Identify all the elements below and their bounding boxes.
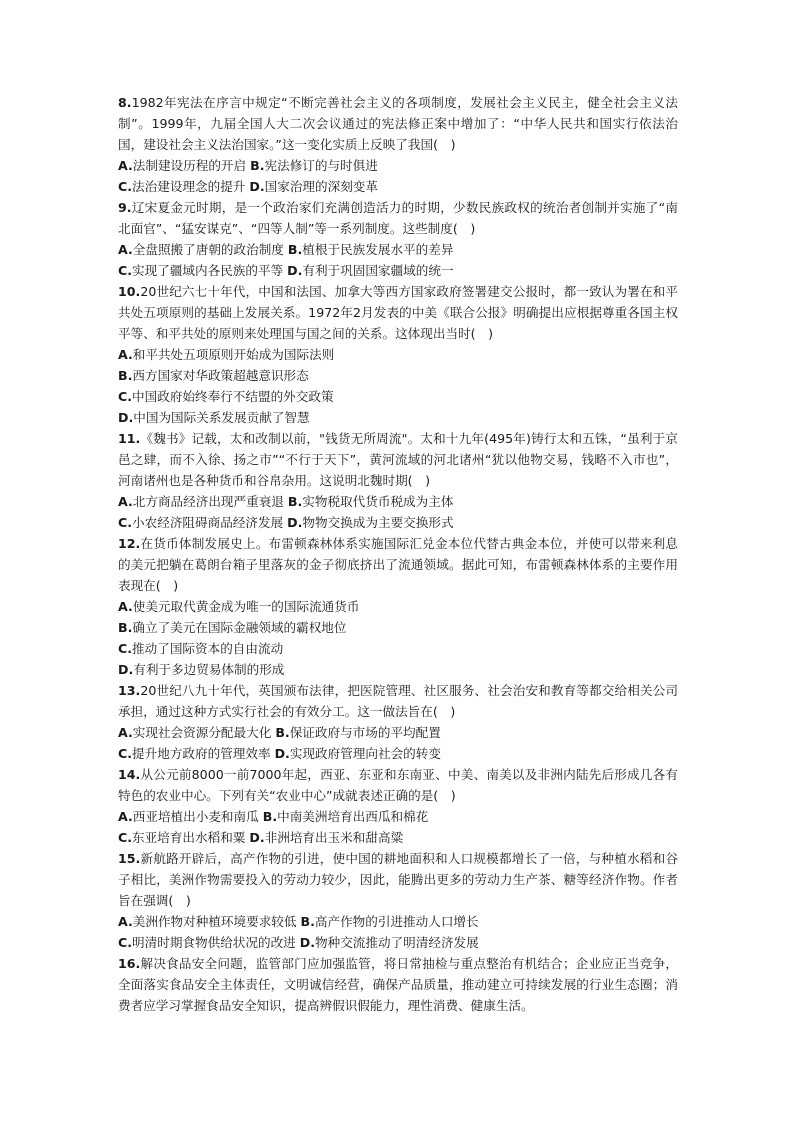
option-row (118, 932, 678, 953)
option-text: 和平共处五项原则开始成为国际法则 (132, 347, 335, 362)
option-text: 美洲作物对种植环境要求较低 (132, 914, 301, 929)
option-key: C. (118, 641, 133, 656)
question-text: 《魏书》记载，太和改制以前，"钱货无所周流"。太和十九年(495年)铸行太和五铢，“虽利于京邑之肆，而不入徐、扬之市”“不行于天下”，黄河流域的河北诸州“犹以他物交易，钱略不入市也”，河南诸州也是各种货币和谷帛杂用。这说明北魏时期( ) (118, 431, 678, 488)
question-stem (118, 764, 678, 806)
question-9 (118, 197, 678, 281)
option-text: 推动了国际资本的自由流动 (132, 641, 284, 656)
question-number: 16. (118, 956, 141, 971)
option-row (118, 260, 678, 281)
question-text: 1982年宪法在序言中规定“不断完善社会主义的各项制度，发展社会主义民主，健全社会主义法制”。1999年，九届全国人大二次会议通过的宪法修正案中增加了：“中华人民共和国实行依法治国，建设社会主义法治国家。”这一变化实质上反映了我国( ) (118, 95, 678, 152)
option-text: 法治建设理念的提升 (132, 179, 250, 194)
question-stem (118, 197, 678, 239)
option-text: 植根于民族发展水平的差异 (302, 242, 454, 257)
option-text: 使美元取代黄金成为唯一的国际流通货币 (132, 599, 360, 614)
option-text: 实现社会资源分配最大化 (132, 725, 276, 740)
option-key: B. (287, 494, 303, 509)
question-14 (118, 764, 678, 848)
option-text: 实物税取代货币税成为主体 (302, 494, 454, 509)
option-row (118, 512, 678, 533)
option-key: A. (118, 599, 133, 614)
option-key: D. (274, 746, 290, 761)
option-key: C. (118, 179, 133, 194)
option-text: 非洲培育出玉米和甜高粱 (264, 830, 404, 845)
option-key: C. (118, 515, 133, 530)
option-key: D. (287, 515, 303, 530)
option-row (118, 638, 678, 659)
question-15 (118, 848, 678, 953)
option-text: 明清时期食物供给状况的改进 (132, 935, 300, 950)
question-list (118, 92, 678, 1016)
option-text: 物物交换成为主要交换形式 (302, 515, 454, 530)
question-number: 15. (118, 851, 141, 866)
option-key: B. (118, 368, 133, 383)
question-text: 20世纪六七十年代，中国和法国、加拿大等西方国家政府签署建交公报时，都一致认为署在和平共处五项原则的基础上发展关系。1972年2月发表的中美《联合公报》明确提出应根据尊重各国主权平等、和平共处的原则来处理国与国之间的关系。这体现出当时( ) (118, 284, 678, 341)
option-row (118, 365, 678, 386)
option-text: 宪法修订的与时俱进 (264, 158, 378, 173)
question-number: 14. (118, 767, 141, 782)
option-text: 实现政府管理向社会的转变 (289, 746, 441, 761)
option-text: 物种交流推动了明清经济发展 (315, 935, 479, 950)
option-key: B. (262, 809, 278, 824)
question-number: 9. (118, 200, 132, 215)
option-text: 提升地方政府的管理效率 (132, 746, 275, 761)
option-row (118, 344, 678, 365)
option-key: B. (118, 620, 133, 635)
option-text: 实现了疆域内各民族的平等 (132, 263, 288, 278)
question-text: 解决食品安全问题，监管部门应加强监管，将日常抽检与重点整治有机结合；企业应正当竞争，全面落实食品安全主体责任，文明诚信经营，确保产品质量，推动建立可持续发展的行业生态圈；消费者应学习掌握食品安全知识，提高辨假识假能力，理性消费、健康生活。 (118, 956, 678, 1013)
option-key: C. (118, 746, 133, 761)
option-key: A. (118, 158, 133, 173)
question-number: 13. (118, 683, 141, 698)
question-stem (118, 92, 678, 155)
question-stem (118, 680, 678, 722)
question-12 (118, 533, 678, 680)
option-key: B. (275, 725, 290, 740)
question-number: 12. (118, 536, 141, 551)
option-key: B. (250, 158, 265, 173)
option-key: A. (118, 725, 133, 740)
option-key: A. (118, 914, 133, 929)
option-key: A. (118, 494, 133, 509)
option-row (118, 176, 678, 197)
question-text: 在货币体制发展史上。布雷顿森林体系实施国际汇兑金本位代替古典金本位，并使可以带来利息的美元把躺在葛朗台箱子里落灰的金子彻底挤出了流通领域。据此可知，布雷顿森林体系的主要作用表现在( ) (118, 536, 678, 593)
question-text: 新航路开辟后，高产作物的引进，使中国的耕地面积和人口规模都增长了一倍，与种植水稻和谷子相比，美洲作物需要投入的劳动力较少，因此，能腾出更多的劳动力生产茶、糖等经济作物。作者旨在强调( ) (118, 851, 678, 908)
option-row (118, 491, 678, 512)
option-text: 国家治理的深刻变革 (264, 179, 378, 194)
option-row (118, 827, 678, 848)
option-key: D. (249, 830, 265, 845)
option-text: 东亚培育出水稻和粟 (132, 830, 250, 845)
option-row (118, 596, 678, 617)
option-row (118, 407, 678, 428)
option-row (118, 659, 678, 680)
option-text: 法制建设历程的开启 (132, 158, 251, 173)
option-text: 中国为国际关系发展贡献了智慧 (133, 410, 310, 425)
option-key: D. (118, 662, 134, 677)
option-text: 有利于巩固国家疆域的统一 (302, 263, 454, 278)
question-number: 8. (118, 95, 132, 110)
option-row (118, 617, 678, 638)
option-text: 中国政府始终奉行不结盟的外交政策 (132, 389, 334, 404)
option-row (118, 386, 678, 407)
option-row (118, 743, 678, 764)
option-text: 保证政府与市场的平均配置 (289, 725, 441, 740)
option-key: D. (287, 263, 303, 278)
option-key: A. (118, 809, 133, 824)
option-row (118, 239, 678, 260)
option-text: 北方商品经济出现严重衰退 (132, 494, 288, 509)
option-text: 有利于多边贸易体制的形成 (133, 662, 285, 677)
question-text: 从公元前8000一前7000年起，西亚、东亚和东南亚、中美、南美以及非洲内陆先后形成几各有特色的农业中心。下列有关“农业中心”成就表述正确的是( ) (118, 767, 678, 803)
option-key: B. (287, 242, 303, 257)
question-10 (118, 281, 678, 428)
option-text: 西亚培植出小麦和南瓜 (132, 809, 263, 824)
question-11 (118, 428, 678, 533)
question-stem (118, 281, 678, 344)
option-text: 中南美洲培育出西瓜和棉花 (277, 809, 429, 824)
option-key: C. (118, 935, 133, 950)
option-text: 高产作物的引进推动人口增长 (314, 914, 479, 929)
option-text: 全盘照搬了唐朝的政治制度 (132, 242, 288, 257)
option-row (118, 722, 678, 743)
option-key: A. (118, 242, 133, 257)
option-key: D. (118, 410, 134, 425)
question-text: 20世纪八九十年代，英国颁布法律，把医院管理、社区服务、社会治安和教育等都交给相关公司承担，通过这种方式实行社会的有效分工。这一做法旨在( ) (118, 683, 678, 719)
question-stem (118, 428, 678, 491)
option-key: C. (118, 263, 133, 278)
option-key: D. (299, 935, 316, 950)
option-key: A. (118, 347, 133, 362)
option-row (118, 806, 678, 827)
option-text: 确立了美元在国际金融领域的霸权地位 (132, 620, 347, 635)
option-key: C. (118, 830, 133, 845)
question-number: 10. (118, 284, 141, 299)
question-stem (118, 533, 678, 596)
option-text: 西方国家对华政策超越意识形态 (132, 368, 309, 383)
option-key: D. (249, 179, 265, 194)
question-stem (118, 953, 678, 1016)
question-16 (118, 953, 678, 1016)
question-number: 11. (118, 431, 141, 446)
option-text: 小农经济阻碍商品经济发展 (132, 515, 288, 530)
question-text: 辽宋夏金元时期，是一个政治家们充满创造活力的时期，少数民族政权的统治者创制并实施了“南北面官”、“猛安谋克”、“四等人制”等一系列制度。这些制度( ) (118, 200, 678, 236)
option-key: B. (300, 914, 315, 929)
question-8 (118, 92, 678, 197)
option-row (118, 155, 678, 176)
option-row (118, 911, 678, 932)
option-key: C. (118, 389, 133, 404)
question-stem (118, 848, 678, 911)
question-13 (118, 680, 678, 764)
